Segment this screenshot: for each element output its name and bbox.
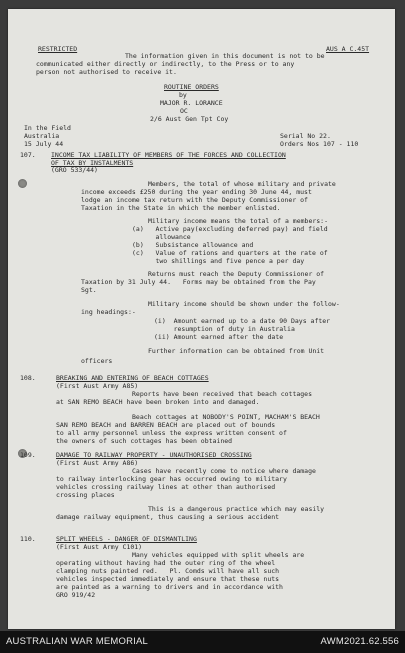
- list-item: (c) Value of rations and quarters at the rate of: [132, 249, 328, 257]
- paragraph-line: ing headings:-: [81, 308, 136, 316]
- paragraph-line: are painted as a warning to drivers and in accordance with: [56, 583, 283, 591]
- notice-line: person not authorised to receive it.: [36, 68, 177, 76]
- routine-orders-line: by: [179, 91, 187, 99]
- paragraph-line: Returns must reach the Deputy Commissioner of: [148, 270, 325, 278]
- routine-orders-line: OC: [180, 107, 188, 115]
- serial-number: Serial No 22.: [280, 132, 331, 140]
- order-number: 109.: [20, 451, 36, 459]
- list-item: (a) Active pay(excluding deferred pay) and field: [132, 225, 328, 233]
- order-reference: (First Aust Army A86): [56, 459, 139, 467]
- footer-accession-number: AWM2021.62.556: [320, 636, 399, 647]
- order-number: 107.: [20, 151, 36, 159]
- paragraph-line: at SAN REMO BEACH have been broken into and damaged.: [56, 398, 260, 406]
- notice-line: communicated either directly or indirectly, to the Press or to any: [36, 60, 295, 68]
- order-number: 110.: [20, 535, 36, 543]
- paragraph-line: vehicles crossing railway lines at other than authorised: [56, 483, 276, 491]
- routine-orders-line: 2/6 Aust Gen Tpt Coy: [150, 115, 229, 123]
- paragraph-line: the owners of such cottages has been obtained: [56, 437, 233, 445]
- order-heading: SPLIT WHEELS - DANGER OF DISMANTLING: [56, 535, 197, 543]
- list-item: (i) Amount earned up to a date 90 Days after: [154, 317, 331, 325]
- order-number: 108.: [20, 374, 36, 382]
- archive-footer: [0, 631, 405, 653]
- paragraph-line: to all army personnel unless the express written consent of: [56, 429, 287, 437]
- paragraph-line: Cases have recently come to notice where damage: [132, 467, 316, 475]
- list-item: (b) Subsistance allowance and: [132, 241, 254, 249]
- paragraph-line: Beach cottages at NOBODY'S POINT, MACHAM'S BEACH: [132, 413, 320, 421]
- paragraph-line: Many vehicles equipped with split wheels are: [132, 551, 305, 559]
- location-line: In the Field: [24, 124, 71, 132]
- classification-left: RESTRICTED: [38, 45, 78, 53]
- paragraph-line: vehicles inspected immediately and ensure that these nuts: [56, 575, 280, 583]
- paragraph-line: Military income should be shown under the follow-: [148, 300, 340, 308]
- order-reference: (First Aust Army A85): [56, 382, 139, 390]
- paragraph-line: Military income means the total of a members:-: [148, 217, 329, 225]
- order-heading: INCOME TAX LIABILITY OF MEMBERS OF THE FORCES AND COLLECTION: [51, 151, 286, 159]
- routine-orders-title: ROUTINE ORDERS: [164, 83, 219, 91]
- paragraph-line: officers: [81, 357, 113, 365]
- paragraph-line: Members, the total of whose military and private: [148, 180, 336, 188]
- paragraph-line: Sgt.: [81, 286, 97, 294]
- location-date: 15 July 44: [24, 140, 64, 148]
- paragraph-line: crossing places: [56, 491, 115, 499]
- paragraph-line: SAN REMO BEACH and BARREN BEACH are placed out of bounds: [56, 421, 276, 429]
- paragraph-line: lodge an income tax return with the Deputy Commissioner of: [81, 196, 308, 204]
- classification-right: AUS A C.45T: [326, 45, 370, 53]
- location-line: Australia: [24, 132, 60, 140]
- footer-source: AUSTRALIAN WAR MEMORIAL: [6, 636, 149, 647]
- document-page: [8, 9, 395, 629]
- notice-line: The information given in this document is not to be: [125, 52, 325, 60]
- paragraph-line: clamping nuts painted red. Pl. Comds will have all such: [56, 567, 280, 575]
- paragraph-line: income exceeds £250 during the year ending 30 June 44, must: [81, 188, 312, 196]
- paragraph-line: to railway interlocking gear has occurred owing to military: [56, 475, 287, 483]
- order-reference: (First Aust Army C101): [56, 543, 143, 551]
- punch-hole: [18, 179, 27, 188]
- paragraph-line: Reports have been received that beach cottages: [132, 390, 313, 398]
- paragraph-line: damage railway equipment, thus causing a serious accident: [56, 513, 280, 521]
- paragraph-line: operating without having had the outer ring of the wheel: [56, 559, 276, 567]
- order-heading: BREAKING AND ENTERING OF BEACH COTTAGES: [56, 374, 209, 382]
- list-item: resumption of duty in Australia: [154, 325, 295, 333]
- list-item: (ii) Amount earned after the date: [154, 333, 284, 341]
- orders-numbers: Orders Nos 107 - 110: [280, 140, 359, 148]
- list-item: allowance: [132, 233, 191, 241]
- routine-orders-line: MAJOR R. LORANCE: [160, 99, 223, 107]
- order-heading: DAMAGE TO RAILWAY PROPERTY - UNAUTHORISED CROSSING: [56, 451, 252, 459]
- paragraph-line: This is a dangerous practice which may easily: [148, 505, 325, 513]
- paragraph-line: Taxation by 31 July 44. Forms may be obtained from the Pay: [81, 278, 316, 286]
- paragraph-line: Taxation in the State in which the member enlisted.: [81, 204, 281, 212]
- paragraph-line: Further information can be obtained from Unit: [148, 347, 325, 355]
- list-item: two shillings and five pence a per day: [132, 257, 305, 265]
- paragraph-line: GRO 919/42: [56, 591, 96, 599]
- order-reference: (GRO 533/44): [51, 166, 98, 174]
- order-heading: OF TAX BY INSTALMENTS: [51, 159, 134, 167]
